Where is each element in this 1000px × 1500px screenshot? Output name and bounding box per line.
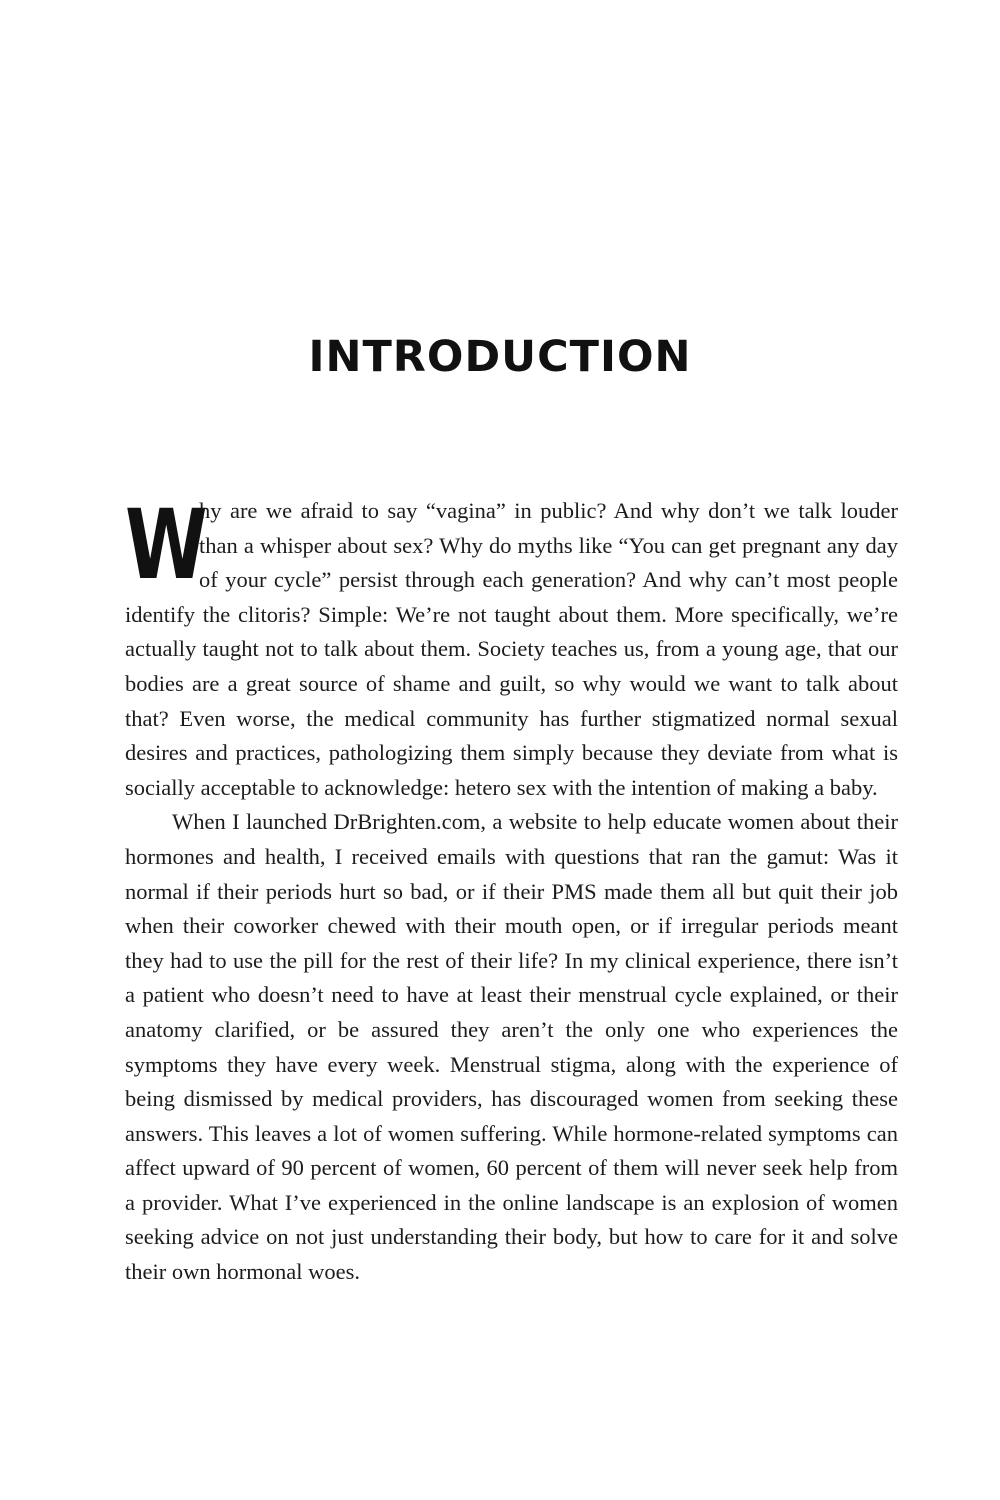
paragraph-1-text: hy are we afraid to say “vagina” in public? And why don’t we talk louder than a whisper about sex? Why do myths like “You can get pregnant any day of your cycle” persist through each generation? And why can’t most people identify the clitoris? Simple: We’re not taught about them. More specifically, we’re actually taught not to talk about them. Society teaches us, from a young age, that our bodies are a great source of shame and guilt, so why would we want to talk about that? Even worse, the medical community has further stigmatized normal sexual desires and practices, pathologizing them simply because they deviate from what is socially acceptable to acknowledge: hetero sex with the intention of making a baby.	[125, 498, 898, 800]
drop-cap: W	[125, 489, 208, 601]
paragraph-1	[125, 489, 898, 805]
body-text	[125, 489, 898, 1290]
chapter-title: INTRODUCTION	[308, 332, 692, 382]
paragraph-2: When I launched DrBrighten.com, a website to help educate women about their hormones and health, I received emails with questions that ran the gamut: Was it normal if their periods hurt so bad, or if their PMS made them all but quit their job when their coworker chewed with their mouth open, or if irregular periods meant they had to use the pill for the rest of their life? In my clinical experience, there isn’t a patient who doesn’t need to have at least their menstrual cycle explained, or their anatomy clarified, or be assured they aren’t the only one who experiences the symptoms they have every week. Menstrual stigma, along with the experience of being dismissed by medical providers, has discouraged women from seeking these answers. This leaves a lot of women suffering. While hormone-related symptoms can affect upward of 90 percent of women, 60 percent of them will never seek help from a provider. What I’ve experienced in the online landscape is an explosion of women seeking advice on not just understanding their body, but how to care for it and solve their own hormonal woes.	[125, 809, 898, 1285]
